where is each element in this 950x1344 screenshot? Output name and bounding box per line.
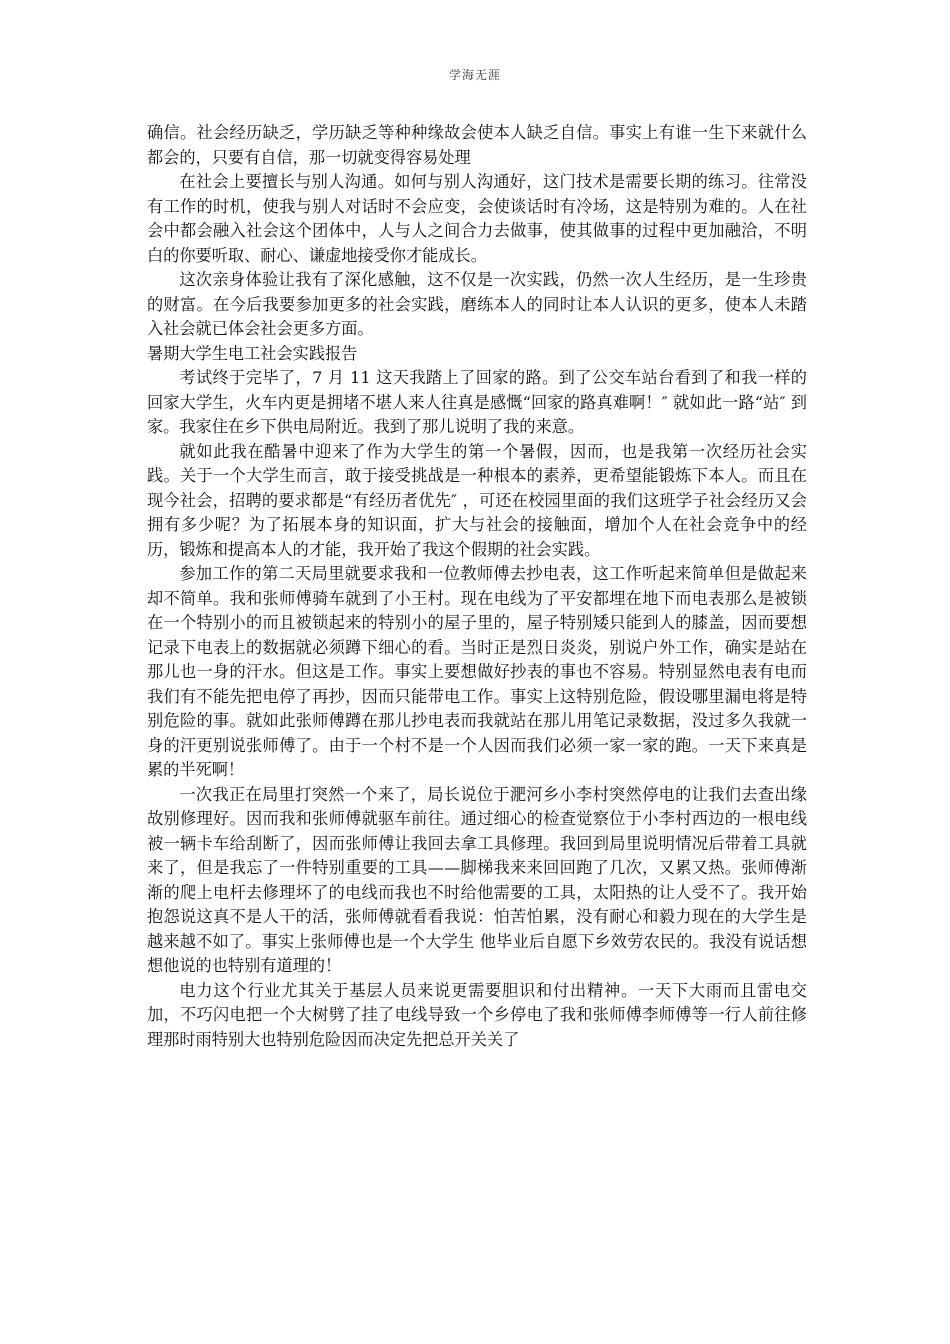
section-title: 暑期大学生电工社会实践报告 [147, 343, 358, 363]
page-header: 学海无涯 [448, 68, 501, 82]
paragraph: 这次亲身体验让我有了深化感触，这不仅是一次实践，仍然一次人生经历，是一生珍贵的财富。在今后我要参加更多的社会实践，磨练本人的同时让本人认识的更多，使本人未踏入社会就已体会社会更多方面。 [147, 270, 807, 338]
document-body [147, 121, 807, 1052]
paragraph: 一次我正在局里打突然一个来了，局长说位于淝河乡小李村突然停电的让我们去查出缘故别修理好。因而我和张师傅就驱车前往。通过细心的检查觉察位于小李村西边的一根电线被一辆卡车给刮断了，因而张师傅让我回去拿工具修理。我回到局里说明情况后带着工具就来了，但是我忘了一件特别重要的工具——脚梯我来来回回跑了几次，又累又热。张师傅渐渐的爬上电杆去修理坏了的电线而我也不时给他需要的工具，太阳热的让人受不了。我开始抱怨说这真不是人干的活，张师傅就看看我说：怕苦怕累，没有耐心和毅力现在的大学生是越来越不如了。事实上张师傅也是一个大学生 他毕业后自愿下乡效劳农民的。我没有说话想想他说的也特别有道理的！ [147, 784, 807, 975]
paragraph: 就如此我在酷暑中迎来了作为大学生的第一个暑假，因而，也是我第一次经历社会实践。关于一个大学生而言，敢于接受挑战是一种根本的素养，更希望能锻炼下本人。而且在现今社会，招聘的要求都是“有经历者优先″ ，可还在校园里面的我们这班学子社会经历又会拥有多少呢？为了拓展本身的知识面，扩大与社会的接触面，增加个人在社会竞争中的经历，锻炼和提高本人的才能，我开始了我这个假期的社会实践。 [147, 441, 807, 559]
paragraph: 考试终于完毕了，7 月 11 这天我踏上了回家的路。到了公交车站台看到了和我一样的回家大学生，火车内更是拥堵不堪人来人往真是感慨“回家的路真难啊！″ 就如此一路“站″ 到家。我家住在乡下供电局附近。我到了那儿说明了我的来意。 [147, 368, 807, 436]
paragraph: 确信。社会经历缺乏，学历缺乏等种种缘故会使本人缺乏自信。事实上有谁一生下来就什么都会的，只要有自信，那一切就变得容易处理 [147, 123, 807, 167]
paragraph: 在社会上要擅长与别人沟通。如何与别人沟通好，这门技术是需要长期的练习。往常没有工作的时机，使我与别人对话时不会应变，会使谈话时有冷场，这是特别为难的。人在社会中都会融入社会这个团体中，人与人之间合力去做事，使其做事的过程中更加融洽，不明白的你要听取、耐心、谦虚地接受你才能成长。 [147, 172, 807, 265]
paragraph: 参加工作的第二天局里就要求我和一位教师傅去抄电表，这工作听起来简单但是做起来却不简单。我和张师傅骑车就到了小王村。现在电线为了平安都埋在地下而电表那么是被锁在一个特别小的而且被锁起来的特别小的屋子里的，屋子特别矮只能到人的膝盖，因而要想记录下电表上的数据就必须蹲下细心的看。当时正是烈日炎炎，别说户外工作，确实是站在那儿也一身的汗水。但这是工作。事实上要想做好抄表的事也不容易。特别显然电表有电而我们有不能先把电停了再抄，因而只能带电工作。事实上这特别危险，假设哪里漏电将是特别危险的事。就如此张师傅蹲在那儿抄电表而我就站在那儿用笔记录数据，没过多久我就一身的汗更别说张师傅了。由于一个村不是一个人因而我们必须一家一家的跑。一天下来真是累的半死啊！ [147, 564, 807, 779]
paragraph: 电力这个行业尤其关于基层人员来说更需要胆识和付出精神。一天下大雨而且雷电交加，不巧闪电把一个大树劈了挂了电线导致一个乡停电了我和张师傅李师傅等一行人前往修理那时雨特别大也特别危险因而决定先把总开关关了 [147, 980, 807, 1049]
